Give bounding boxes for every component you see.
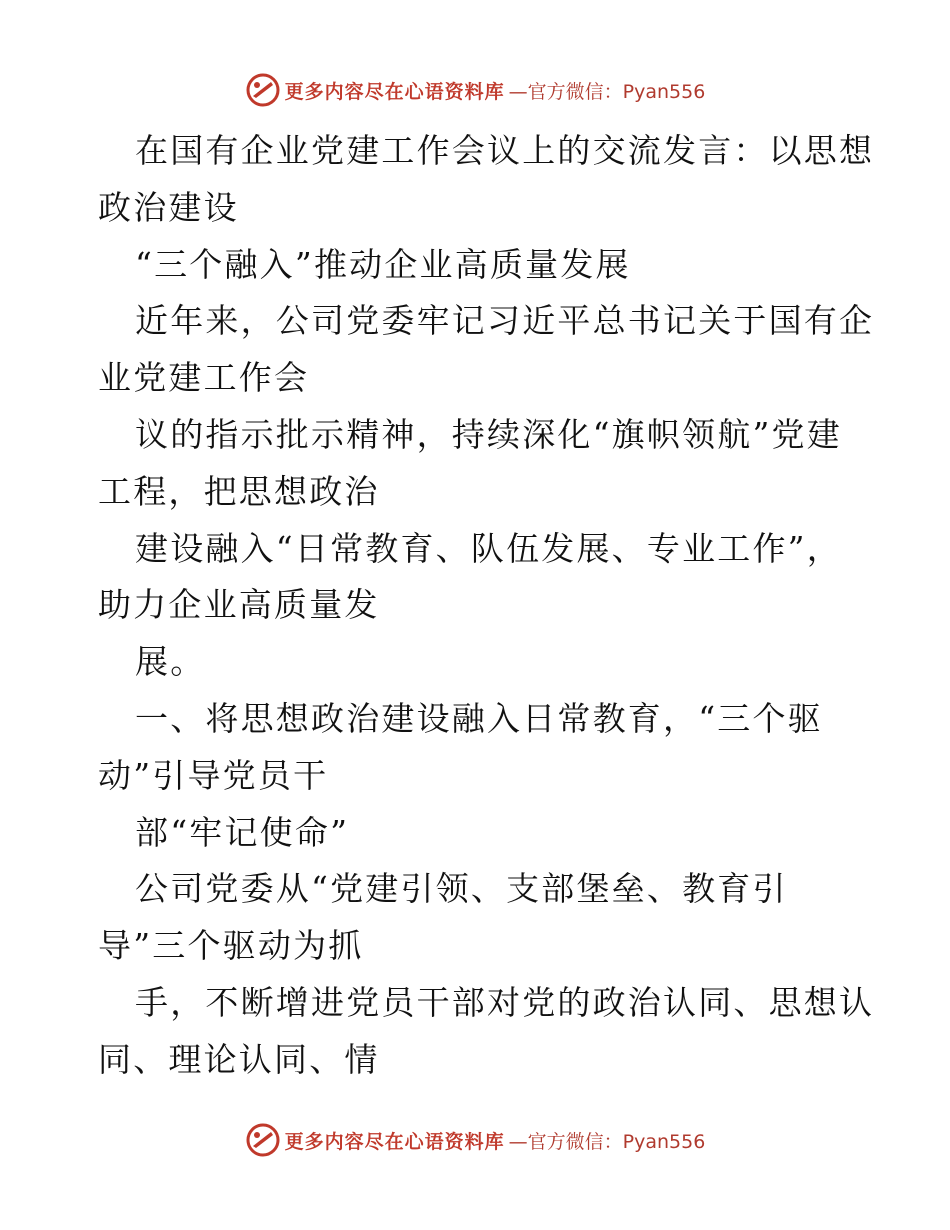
text-line: 在国有企业党建工作会议上的交流发言：以思想	[135, 131, 875, 170]
text-line: 助力企业高质量发	[98, 585, 380, 625]
text-line: 一、将思想政治建设融入日常教育，“三个驱	[135, 698, 823, 738]
brand-logo-icon	[245, 72, 281, 108]
text-line: 政治建设	[98, 187, 239, 227]
text-line: 建设融入“日常教育、队伍发展、专业工作”，	[135, 528, 842, 568]
text-line: 手，不断增进党员干部对党的政治认同、思想认	[135, 982, 875, 1022]
text-line: 导”三个驱动为抓	[98, 926, 364, 966]
banner-wechat: —官方微信：Pyan556	[508, 80, 706, 103]
text-line: 展。	[135, 642, 206, 682]
banner-title: 更多内容尽在心语资料库	[284, 80, 505, 103]
text-line: 议的指示批示精神，持续深化“旗帜领航”党建	[135, 414, 842, 454]
text-line: 同、理论认同、情	[98, 1039, 380, 1079]
text-line: “三个融入”推动企业高质量发展	[135, 244, 631, 284]
text-line: 工程，把思想政治	[98, 471, 380, 511]
text-line: 动”引导党员干	[98, 755, 329, 795]
banner-title: 更多内容尽在心语资料库	[284, 1130, 505, 1153]
header-banner	[0, 70, 950, 110]
banner-wechat: —官方微信：Pyan556	[508, 1130, 706, 1153]
text-line: 部“牢记使命”	[135, 812, 350, 852]
text-line: 近年来，公司党委牢记习近平总书记关于国有企	[135, 301, 875, 341]
text-line: 公司党委从“党建引领、支部堡垒、教育引	[135, 869, 788, 909]
footer-banner	[0, 1120, 950, 1160]
document-body	[98, 123, 875, 1089]
brand-logo-icon	[245, 1122, 281, 1158]
text-line: 业党建工作会	[98, 358, 310, 398]
